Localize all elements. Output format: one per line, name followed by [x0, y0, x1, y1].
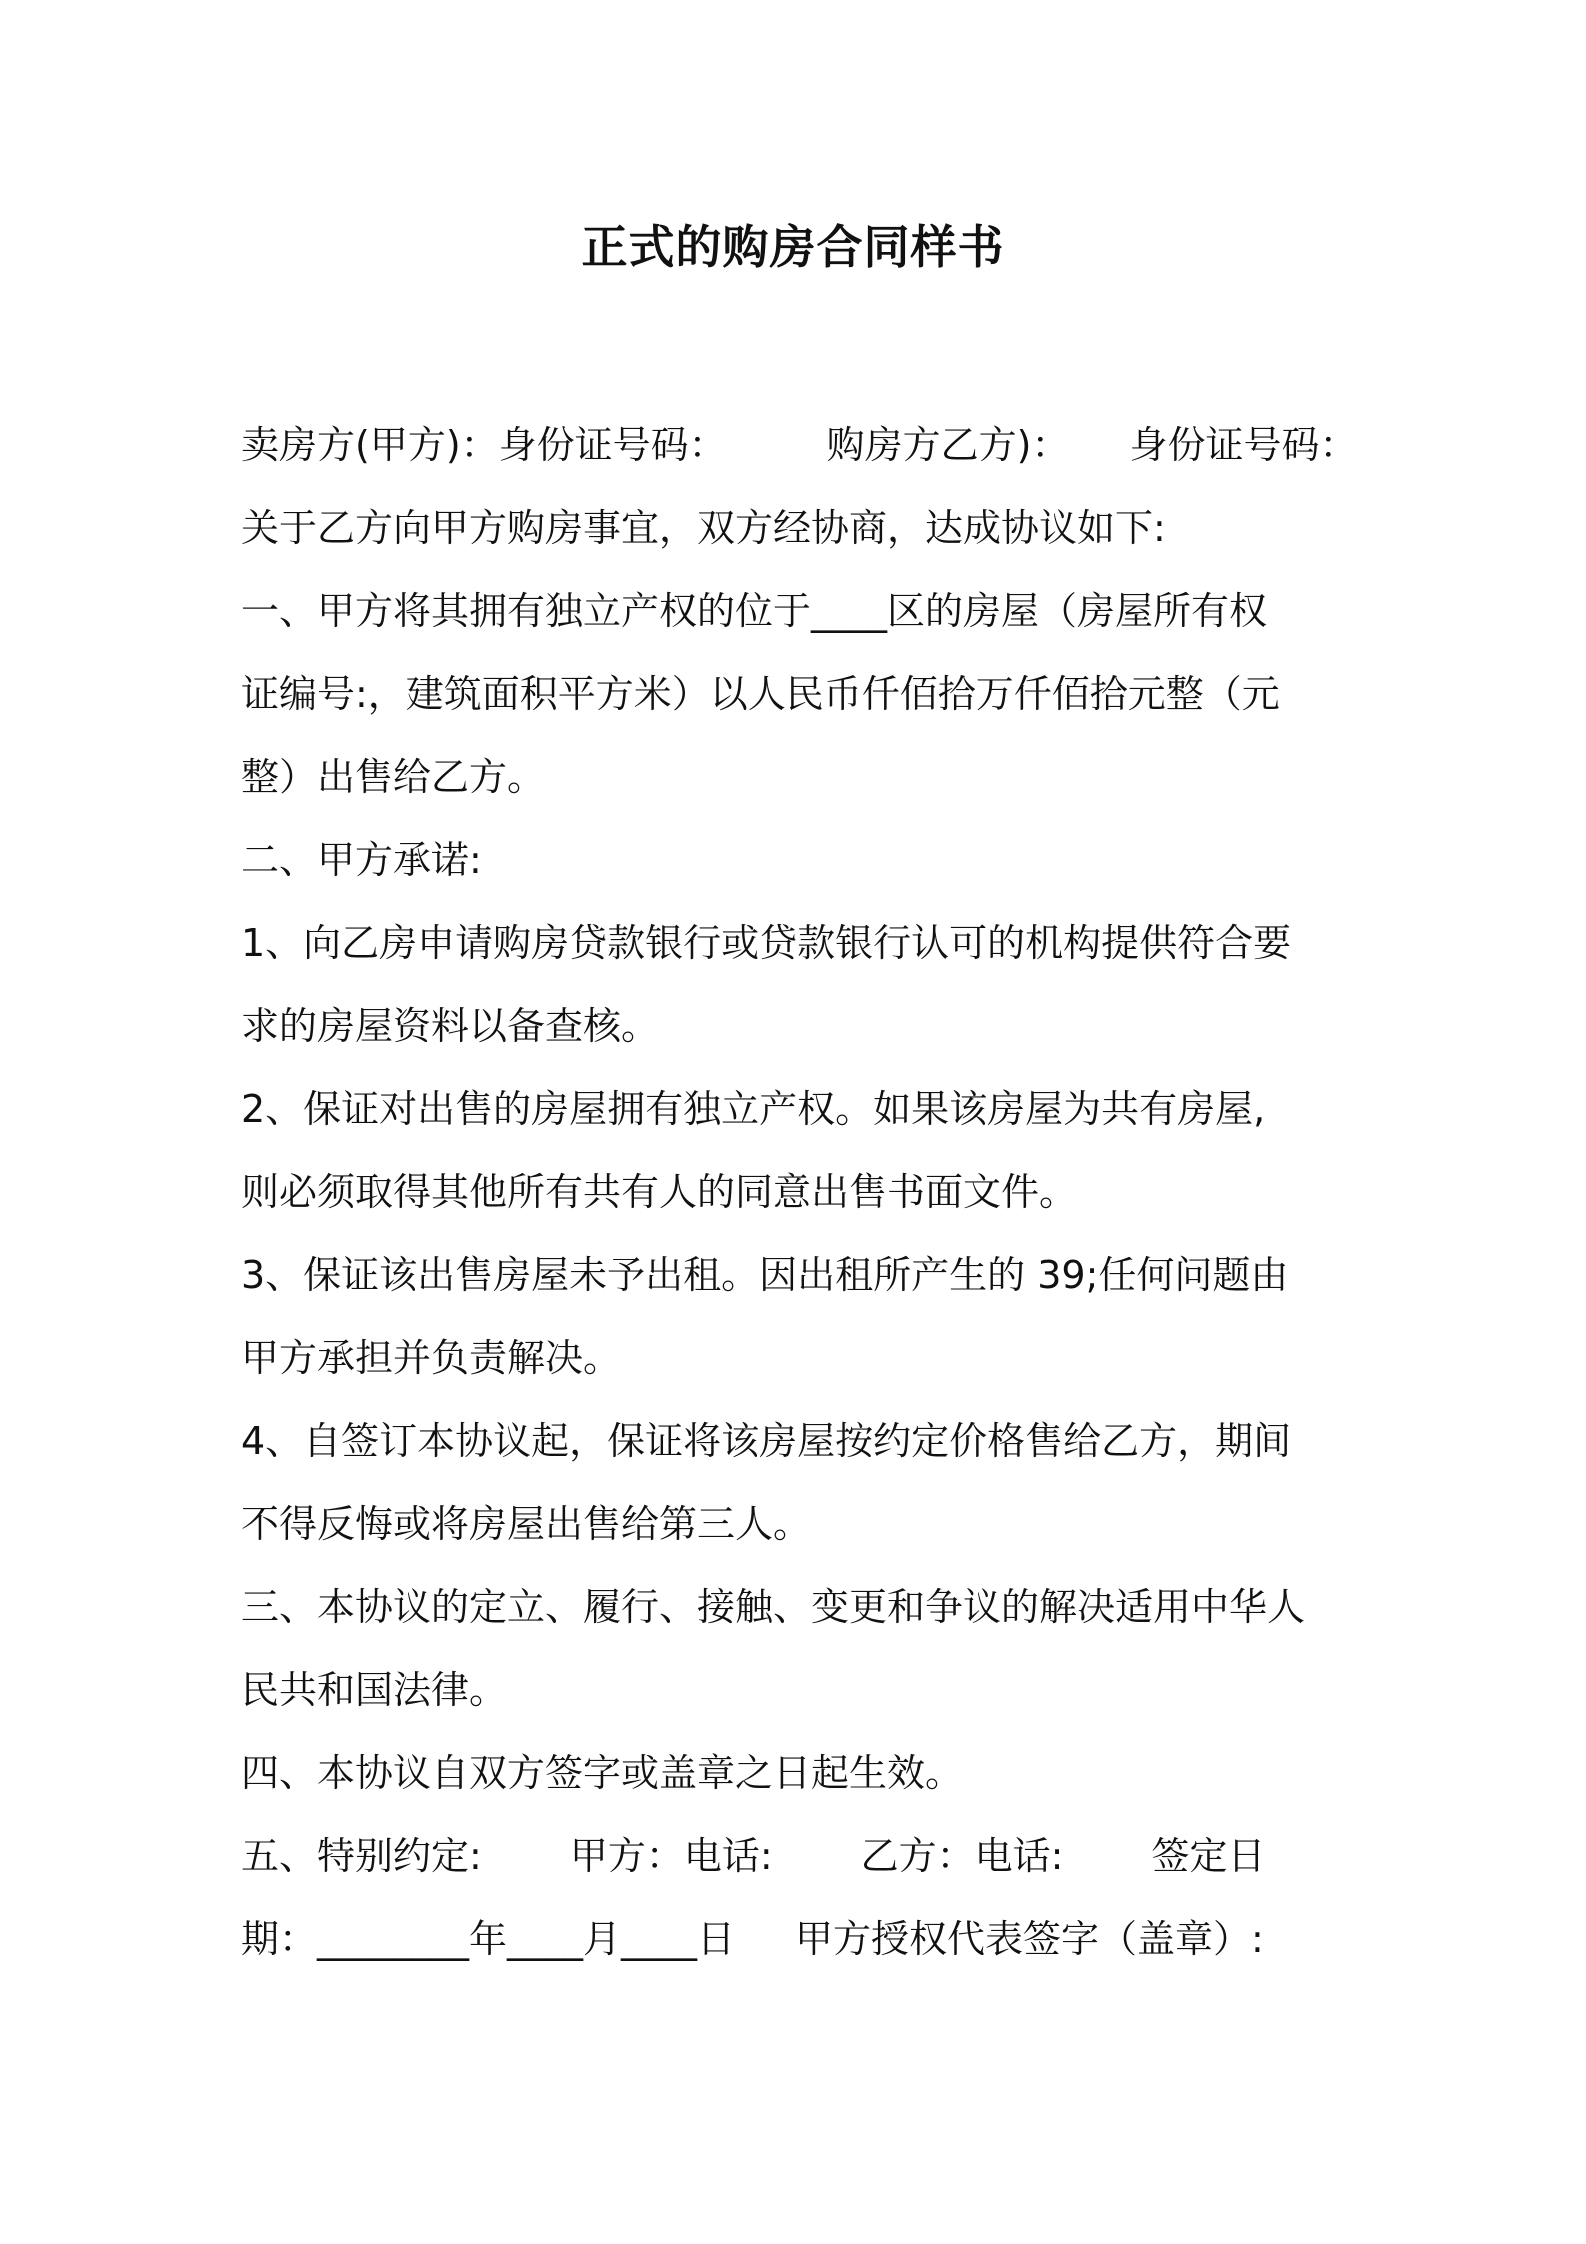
- clause-line: 三、本协议的定立、履行、接触、变更和争议的解决适用中华人: [241, 1585, 1306, 1629]
- clause-line: 甲方承担并负责解决。: [241, 1336, 622, 1380]
- clause-line: 证编号:，建筑面积平方米）以人民币仟佰拾万仟佰拾元整（元: [241, 672, 1280, 716]
- buyer-id-label: 身份证号码：: [1129, 423, 1358, 467]
- parties-line: [241, 404, 1361, 487]
- clause-line: 民共和国法律。: [241, 1668, 508, 1712]
- clause-line: 一、甲方将其拥有独立产权的位于____区的房屋（房屋所有权: [241, 589, 1268, 633]
- clause-line: 求的房屋资料以备查核。: [241, 1004, 660, 1048]
- date-field: 期：________年____月____日: [241, 1917, 736, 1961]
- special-clause-label: 五、特别约定:: [241, 1834, 482, 1878]
- buyer-label: 购房方乙方)：: [826, 423, 1070, 467]
- clause-line: 整）出售给乙方。: [241, 755, 546, 799]
- seller-label: 卖房方(甲方)：身份证号码：: [241, 423, 727, 467]
- date-signature-line: [241, 1898, 1361, 1981]
- document-body: [241, 404, 1361, 1981]
- representative-signature-label: 甲方授权代表签字（盖章）:: [795, 1917, 1264, 1961]
- clause-line: 4、自签订本协议起，保证将该房屋按约定价格售给乙方，期间: [241, 1419, 1292, 1463]
- special-clause-line: [241, 1815, 1361, 1898]
- sign-date-label: 签定日: [1151, 1834, 1266, 1878]
- party-a-phone-label: 甲方：电话:: [569, 1834, 773, 1878]
- clause-line: 不得反悔或将房屋出售给第三人。: [241, 1502, 812, 1546]
- clause-line: 2、保证对出售的房屋拥有独立产权。如果该房屋为共有房屋,: [241, 1087, 1266, 1131]
- intro-line: 关于乙方向甲方购房事宜，双方经协商，达成协议如下:: [241, 506, 1166, 550]
- party-b-phone-label: 乙方：电话:: [860, 1834, 1064, 1878]
- clause-line: 1、向乙房申请购房贷款银行或贷款银行认可的机构提供符合要: [241, 921, 1292, 965]
- clause-line: 则必须取得其他所有共有人的同意出售书面文件。: [241, 1170, 1078, 1214]
- document-title: 正式的购房合同样书: [581, 220, 1005, 274]
- clause-line: 3、保证该出售房屋未予出租。因出租所产生的 39;任何问题由: [241, 1253, 1289, 1297]
- clause-line: 四、本协议自双方签字或盖章之日起生效。: [241, 1751, 964, 1795]
- clause-line: 二、甲方承诺:: [241, 838, 482, 882]
